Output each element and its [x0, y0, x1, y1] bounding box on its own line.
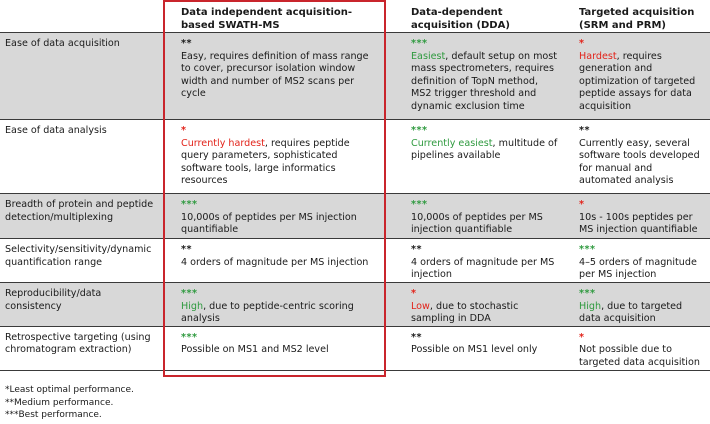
cell-description — [411, 257, 558, 282]
cell-targeted — [564, 283, 710, 327]
header-targeted: Targeted acquisition (SRM and PRM) — [564, 0, 710, 33]
rating-highlight: Easiest — [411, 50, 446, 62]
cell-dda — [386, 326, 564, 370]
cell-description — [411, 301, 558, 326]
cell-description — [579, 212, 704, 237]
rating-stars: *** — [411, 38, 428, 49]
rating-stars: * — [579, 38, 585, 49]
rating-stars: *** — [181, 199, 198, 210]
rating-stars: *** — [579, 288, 596, 299]
footnotes — [5, 384, 134, 422]
footnote-best: ***Best performance. — [5, 410, 102, 420]
rating-stars: * — [181, 125, 187, 136]
rating-stars: ** — [181, 244, 193, 255]
table-row — [0, 194, 710, 239]
cell-description — [411, 138, 558, 163]
cell-targeted — [564, 239, 710, 283]
rating-stars: *** — [181, 331, 198, 343]
cell-targeted — [564, 326, 710, 370]
description-text: Currently easy, several software tools developed for manual and automated analysis — [579, 137, 700, 187]
cell-swath — [163, 33, 386, 120]
row-criterion: Ease of data analysis — [0, 120, 163, 194]
header-swath: Data independent acquisition-based SWATH-MS — [163, 0, 386, 33]
cell-targeted — [564, 194, 710, 239]
footnote-medium: **Medium performance. — [5, 397, 114, 408]
cell-swath — [163, 239, 386, 283]
description-text: , requires generation and optimization of targeted peptide assays for data acquisition — [579, 50, 696, 112]
cell-description — [579, 344, 704, 369]
rating-stars: * — [579, 331, 585, 343]
row-criterion: Selectivity/sensitivity/dynamic quantification range — [0, 239, 163, 283]
cell-description — [579, 138, 704, 188]
cell-description — [411, 51, 558, 114]
row-criterion: Retrospective targeting (using chromatogram extraction) — [0, 326, 163, 370]
row-criterion: Ease of data acquisition — [0, 33, 163, 120]
cell-dda — [386, 33, 564, 120]
rating-stars: * — [579, 199, 585, 210]
table-row — [0, 33, 710, 120]
rating-highlight: Currently easiest — [411, 137, 493, 149]
cell-description — [411, 344, 558, 357]
table-row — [0, 283, 710, 327]
cell-description — [181, 257, 378, 270]
table-row — [0, 239, 710, 283]
header-dda: Data-dependent acquisition (DDA) — [386, 0, 564, 33]
cell-description — [579, 51, 704, 114]
cell-description — [181, 301, 378, 326]
header-criteria — [0, 0, 163, 33]
cell-description — [181, 344, 378, 357]
row-criterion: Reproducibility/data consistency — [0, 283, 163, 327]
cell-description — [181, 138, 378, 188]
rating-highlight: High — [181, 300, 204, 312]
cell-swath — [163, 283, 386, 327]
rating-stars: *** — [411, 125, 428, 136]
cell-dda — [386, 120, 564, 194]
table-row — [0, 326, 710, 370]
description-text: 4 orders of magnitude per MS injection — [181, 256, 369, 268]
rating-stars: ** — [181, 38, 193, 49]
description-text: , multitude of pipelines available — [411, 137, 558, 162]
cell-dda — [386, 283, 564, 327]
description-text: Easy, requires definition of mass range to cover, precursor isolation window width and number of MS2 scans per cycle — [181, 50, 369, 100]
rating-highlight: High — [579, 300, 602, 312]
cell-description — [181, 212, 378, 237]
rating-highlight: Currently hardest — [181, 137, 265, 149]
cell-targeted — [564, 33, 710, 120]
description-text: 4 orders of magnitude per MS injection — [411, 256, 555, 281]
description-text: 4–5 orders of magnitude per MS injection — [579, 256, 697, 281]
rating-stars: ** — [411, 244, 423, 255]
rating-highlight: Low — [411, 300, 430, 312]
table-body — [0, 33, 710, 371]
description-text: Not possible due to targeted data acquisition — [579, 344, 700, 368]
description-text: 10s - 100s peptides per MS injection quantifiable — [579, 211, 698, 236]
cell-targeted — [564, 120, 710, 194]
cell-description — [579, 301, 704, 326]
cell-swath — [163, 326, 386, 370]
description-text: 10,000s of peptides per MS injection quantifiable — [181, 211, 357, 236]
description-text: , requires peptide query parameters, sophisticated software tools, large informatics resources — [181, 137, 350, 187]
description-text: , due to stochastic sampling in DDA — [411, 300, 519, 325]
cell-description — [181, 51, 378, 101]
rating-stars: ** — [411, 331, 423, 343]
description-text: 10,000s of peptides per MS injection quantifiable — [411, 211, 543, 236]
description-text: , due to targeted data acquisition — [579, 300, 683, 325]
cell-swath — [163, 194, 386, 239]
table-header-row — [0, 0, 710, 33]
footnote-least: *Least optimal performance. — [5, 385, 134, 395]
rating-stars: * — [411, 288, 417, 299]
cell-description — [411, 212, 558, 237]
row-criterion: Breadth of protein and peptide detection/multiplexing — [0, 194, 163, 239]
cell-description — [579, 257, 704, 282]
rating-highlight: Hardest — [579, 50, 617, 62]
description-text: , default setup on most mass spectrometers, requires definition of TopN method, MS2 trigger threshold and dynamic exclusion time — [411, 50, 558, 112]
description-text: , due to peptide-centric scoring analysis — [181, 300, 354, 325]
rating-stars: ** — [579, 125, 591, 136]
rating-stars: *** — [579, 244, 596, 255]
description-text: Possible on MS1 and MS2 level — [181, 344, 329, 356]
rating-stars: *** — [411, 199, 428, 210]
description-text: Possible on MS1 level only — [411, 344, 538, 356]
cell-swath — [163, 120, 386, 194]
cell-dda — [386, 194, 564, 239]
rating-stars: *** — [181, 288, 198, 299]
table-row — [0, 120, 710, 194]
cell-dda — [386, 239, 564, 283]
